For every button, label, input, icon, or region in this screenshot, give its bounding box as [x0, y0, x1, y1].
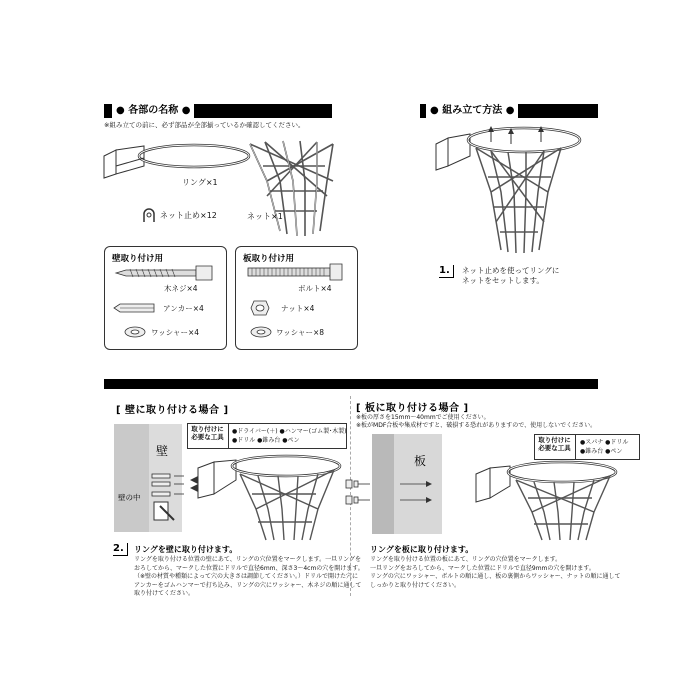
net-illustration [245, 136, 345, 241]
board-tools-line-2: ●錐み台 ●ペン [580, 448, 623, 455]
board-step-line: リングの穴にワッシャー、ボルトの順に通し、板の裏側からワッシャー、ナットの順に通して [370, 573, 621, 580]
wall-kit-title: 壁取り付け用 [112, 254, 164, 264]
board-ring-illustration [474, 460, 624, 540]
board-mount-note-2: ※板がMDF合板や集成材ですと、破損する恐れがありますので、使用しないでください。 [356, 422, 597, 429]
step1-line-1: ネット止めを使ってリングに [462, 266, 560, 275]
step2-heading: リングを壁に取り付けます。 [134, 545, 238, 554]
wall-kit-item-3: ワッシャー×4 [151, 328, 200, 337]
washer-icon [124, 326, 146, 338]
wall-tools-line-1: ●ドライバー(＋) ●ハンマー(ゴム製･木製) [232, 428, 347, 435]
board-tools-label-1: 取り付けに [538, 436, 571, 444]
wall-kit-item-1: 木ネジ×4 [164, 284, 198, 293]
board-kit-item-1: ボルト×4 [298, 284, 332, 293]
net-hook-label: ネット止め×12 [160, 211, 217, 220]
wall-kit-item-2: アンカー×4 [163, 304, 204, 313]
board-kit-title: 板取り付け用 [243, 254, 295, 264]
step2-description [134, 556, 364, 599]
assembly-header-title: ● 組み立て方法 ● [426, 104, 518, 118]
step2-number: 2. [113, 543, 128, 556]
board-label: 板 [414, 454, 427, 468]
step2-line: 取り付けてください。 [134, 590, 195, 597]
step2-line: アンカーをゴムハンマーで打ち込み、リングの穴にワッシャー、木ネジの順に通して [134, 581, 362, 589]
wall-tools-line-2: ●ドリル ●錐み台 ●ペン [232, 437, 300, 444]
parts-note: ※組み立ての前に、必ず部品が全部揃っているか確認してください。 [104, 121, 305, 129]
ring-illustration [104, 136, 254, 186]
bolt-icon [248, 264, 348, 280]
board-mount-note-1: ※板の厚さを15mm〜40mmでご使用ください。 [356, 414, 490, 421]
wall-inside-label: 壁の中 [118, 493, 141, 502]
wall-tools-label [187, 423, 229, 449]
step1-line-2: ネットをセットします。 [462, 276, 544, 285]
bolt-nut-illustration [344, 474, 440, 514]
board-step-heading: リングを板に取り付けます。 [370, 545, 474, 554]
parts-header-title: ● 各部の名称 ● [112, 104, 194, 118]
board-kit-item-2: ナット×4 [281, 304, 315, 313]
board-tools-label-2: 必要な工具 [538, 444, 571, 452]
assembly-title: 組み立て方法 [442, 105, 503, 116]
board-tools-line-1: ●スパナ ●ドリル [580, 439, 629, 446]
board-step-line: リングを取り付ける位置の板にあて、リングの穴位置をマークします。 [370, 556, 562, 563]
wall-label: 壁 [156, 444, 169, 458]
nut-icon [250, 300, 270, 316]
board-kit-item-3: ワッシャー×8 [276, 328, 325, 337]
anchor-icon [114, 302, 158, 314]
net-label: ネット×1 [247, 212, 283, 221]
section-divider-bar [104, 379, 598, 389]
board-tools-list [580, 438, 628, 456]
step1-number: 1. [439, 265, 454, 278]
board-step-description [370, 556, 620, 590]
net-hook-icon [141, 208, 157, 224]
board-step-line: 一旦リングをおろしてから、マークした位置にドリルで直径9mmの穴を開けます。 [370, 564, 595, 572]
step1-text [462, 266, 559, 286]
ring-with-net-illustration [436, 122, 586, 257]
step2-line: リングを取り付ける位置の壁にあて、リングの穴位置をマークします。一旦リングを [134, 556, 362, 563]
wall-tools-list [232, 427, 346, 445]
step2-line: おろしてから、マークした位置にドリルで直径6mm、深さ3〜4cmの穴を開けます。 [134, 564, 364, 572]
board-tools-label [534, 434, 576, 460]
wood-screw-icon [116, 266, 216, 280]
step2-line: （※壁の材質や種類によって穴の大きさは調節してください。）ドリルで開けた穴に [134, 573, 359, 580]
wall-tools-label-1: 取り付けに [191, 425, 224, 433]
board-step-line: しっかりと取り付けてください。 [370, 581, 461, 589]
wall-tools-label-2: 必要な工具 [191, 433, 224, 441]
ring-label: リング×1 [182, 178, 218, 187]
washer-icon [250, 326, 272, 338]
wall-ring-illustration [196, 454, 346, 540]
board-mount-title: [ 板に取り付ける場合 ] [356, 403, 469, 414]
parts-title: 各部の名称 [128, 105, 179, 116]
wall-mount-title: [ 壁に取り付ける場合 ] [116, 405, 229, 416]
